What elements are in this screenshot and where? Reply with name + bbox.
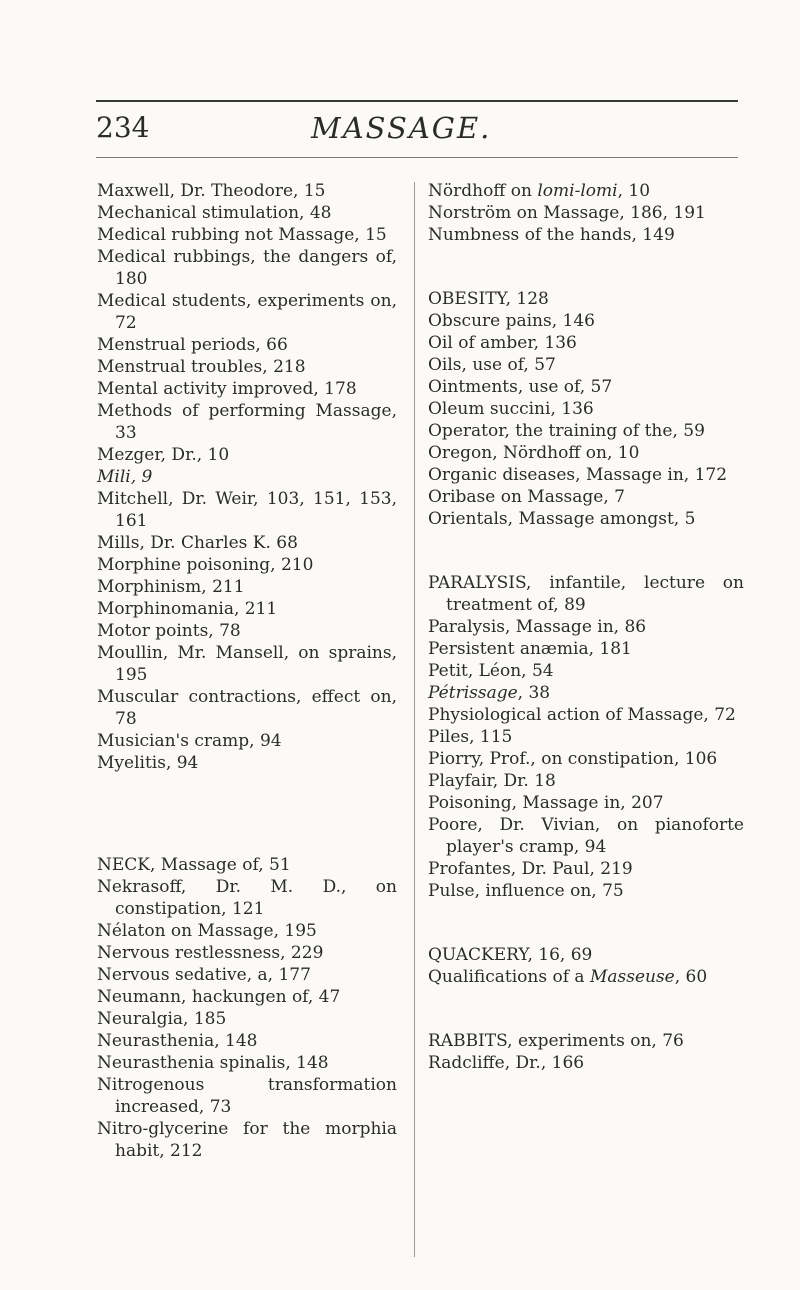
index-entry: Morphinism, 211 — [97, 577, 245, 597]
index-entry: Oribase on Massage, 7 — [428, 487, 625, 507]
entry-text: Qualifications of a — [428, 967, 590, 987]
index-entry: QUACKERY, 16, 69 — [428, 945, 593, 965]
italic-term: Pétrissage — [428, 683, 518, 703]
index-entry: Orientals, Massage amongst, 5 — [428, 509, 696, 529]
entry-text: , 60 — [674, 967, 708, 987]
index-entry: Musician's cramp, 94 — [97, 731, 282, 751]
index-entry: Profantes, Dr. Paul, 219 — [428, 859, 633, 879]
index-entry: Oregon, Nördhoff on, 10 — [428, 443, 640, 463]
index-entry: Mitchell, Dr. Weir, 103, 151, 153, 161 — [97, 489, 397, 531]
index-entry: Nervous restlessness, 229 — [97, 943, 324, 963]
index-entry: Neurasthenia spinalis, 148 — [97, 1053, 329, 1073]
index-entry: Pulse, influence on, 75 — [428, 881, 624, 901]
page-number: 234 — [96, 111, 150, 144]
index-entry: Medical students, experiments on, 72 — [97, 291, 397, 333]
italic-term: lomi-lomi — [537, 181, 618, 201]
index-entry — [428, 966, 744, 988]
page-header — [96, 110, 738, 150]
index-entry: Morphine poisoning, 210 — [97, 555, 314, 575]
index-entry: Piorry, Prof., on constipation, 106 — [428, 749, 718, 769]
index-entry: Nervous sedative, a, 177 — [97, 965, 311, 985]
index-column-right — [428, 180, 744, 1074]
top-rule — [96, 100, 738, 102]
index-entry: PARALYSIS, infantile, lecture on treatment of, 89 — [428, 573, 744, 615]
index-entry: Menstrual troubles, 218 — [97, 357, 306, 377]
index-entry: Paralysis, Massage in, 86 — [428, 617, 647, 637]
index-entry: Playfair, Dr. 18 — [428, 771, 556, 791]
index-entry: Medical rubbing not Massage, 15 — [97, 225, 387, 245]
entry-text: , 38 — [517, 683, 551, 703]
index-entry: Myelitis, 94 — [97, 753, 199, 773]
index-entry: Organic diseases, Massage in, 172 — [428, 465, 728, 485]
italic-term: Mili, 9 — [97, 467, 153, 487]
section-gap — [97, 774, 397, 854]
index-entry: Petit, Léon, 54 — [428, 661, 554, 681]
index-column-left — [97, 180, 397, 1162]
index-entry: Moullin, Mr. Mansell, on sprains, 195 — [97, 643, 397, 685]
section-gap — [428, 530, 744, 572]
index-entry: Operator, the training of the, 59 — [428, 421, 705, 441]
entry-text: , 10 — [617, 181, 651, 201]
index-entry: Piles, 115 — [428, 727, 513, 747]
index-entry: Medical rubbings, the dangers of, 180 — [97, 247, 397, 289]
index-entry: Mechanical stimulation, 48 — [97, 203, 332, 223]
section-gap — [428, 246, 744, 288]
index-entry: Maxwell, Dr. Theodore, 15 — [97, 181, 326, 201]
index-entry: Ointments, use of, 57 — [428, 377, 613, 397]
index-entry: Oil of amber, 136 — [428, 333, 577, 353]
entry-text: Nördhoff on — [428, 181, 538, 201]
index-entry: Neuralgia, 185 — [97, 1009, 227, 1029]
index-entry — [97, 466, 397, 488]
index-entry: RABBITS, experiments on, 76 — [428, 1031, 684, 1051]
index-entry: Oleum succini, 136 — [428, 399, 594, 419]
index-entry: Nekrasoff, Dr. M. D., on constipation, 121 — [97, 877, 397, 919]
index-entry: NECK, Massage of, 51 — [97, 855, 291, 875]
section-gap — [428, 902, 744, 944]
index-entry: Norström on Massage, 186, 191 — [428, 203, 706, 223]
index-entry — [428, 682, 744, 704]
running-title: MASSAGE. — [311, 111, 492, 145]
index-entry: Physiological action of Massage, 72 — [428, 705, 736, 725]
index-entry: Neurasthenia, 148 — [97, 1031, 258, 1051]
index-entry: Mental activity improved, 178 — [97, 379, 357, 399]
section-gap — [428, 988, 744, 1030]
index-entry: Mills, Dr. Charles K. 68 — [97, 533, 298, 553]
index-entry: Neumann, hackungen of, 47 — [97, 987, 341, 1007]
index-entry: Oils, use of, 57 — [428, 355, 556, 375]
index-entry: Radcliffe, Dr., 166 — [428, 1053, 585, 1073]
index-entry: Nitro-glycerine for the morphia habit, 212 — [97, 1119, 397, 1161]
header-rule — [96, 157, 738, 158]
column-divider — [414, 182, 415, 1257]
index-entry: Poore, Dr. Vivian, on pianoforte player's cramp, 94 — [428, 815, 744, 857]
index-entry: Nélaton on Massage, 195 — [97, 921, 317, 941]
index-entry: Poisoning, Massage in, 207 — [428, 793, 664, 813]
index-entry: Persistent anæmia, 181 — [428, 639, 632, 659]
index-entry — [428, 180, 744, 202]
index-entry: Obscure pains, 146 — [428, 311, 595, 331]
index-entry: Morphinomania, 211 — [97, 599, 278, 619]
index-entry: OBESITY, 128 — [428, 289, 549, 309]
italic-term: Masseuse — [589, 967, 675, 987]
index-entry: Menstrual periods, 66 — [97, 335, 288, 355]
index-entry: Methods of performing Massage, 33 — [97, 401, 397, 443]
index-entry: Motor points, 78 — [97, 621, 241, 641]
index-entry: Mezger, Dr., 10 — [97, 445, 230, 465]
index-entry: Numbness of the hands, 149 — [428, 225, 675, 245]
index-entry: Muscular contractions, effect on, 78 — [97, 687, 397, 729]
index-entry: Nitrogenous transformation increased, 73 — [97, 1075, 397, 1117]
